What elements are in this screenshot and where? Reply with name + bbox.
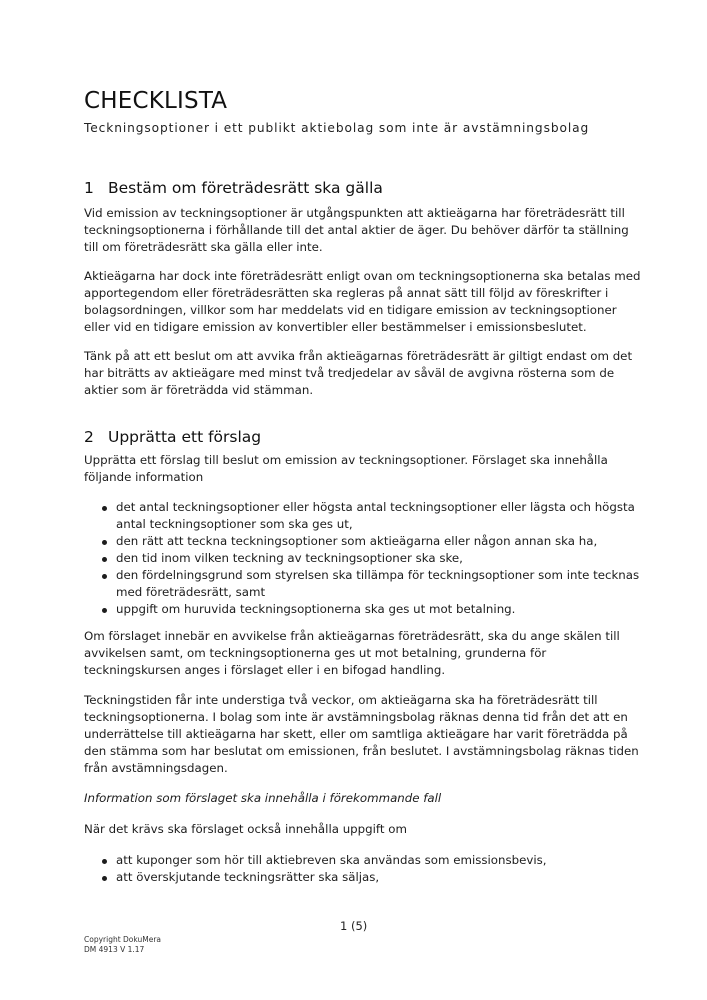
paragraph: Upprätta ett förslag till beslut om emission av teckningsoptioner. Förslaget ska innehålla följande information [84, 453, 608, 484]
document-subtitle: Teckningsoptioner i ett publikt aktiebolag som inte är avstämningsbolag [84, 121, 590, 135]
list-item: uppgift om huruvida teckningsoptionerna ska ges ut mot betalning. [84, 601, 644, 618]
page-number: 1 (5) [340, 919, 368, 933]
section-1-heading [84, 179, 383, 197]
paragraph: Om förslaget innebär en avvikelse från aktieägarnas företrädesrätt, ska du ange skälen till avvikelsen samt, om teckningsoptionerna ges ut mot betalning, grunderna för teckningskursen anges i förslaget eller i en bifogad handling. [84, 629, 620, 677]
section-title: Upprätta ett förslag [108, 428, 262, 446]
list-item: den tid inom vilken teckning av teckningsoptioner ska ske, [84, 550, 644, 567]
copyright-text: Copyright DokuMera [84, 935, 162, 944]
conditional-list [84, 852, 644, 886]
list-item: den fördelningsgrund som styrelsen ska tillämpa för teckningsoptioner som inte tecknas med företrädesrätt, samt [84, 567, 644, 601]
paragraph: Tänk på att ett beslut om att avvika från aktieägarnas företrädesrätt är giltigt endast om det har biträtts av aktieägare med minst två tredjedelar av såväl de avgivna rösterna som de aktier som är företrädda vid stämman. [84, 349, 633, 397]
requirements-list [84, 499, 644, 618]
paragraph: Aktieägarna har dock inte företrädesrätt enligt ovan om teckningsoptionerna ska betalas med apportegendom eller företrädesrätten ska regleras på annat sätt till följd av föreskrifter i bolagsordningen, villkor som har meddelats vid en tidigare emission av teckningsoptioner eller vid en tidigare emission av konvertibler eller bestämmelser i emissionsbeslutet. [84, 269, 641, 334]
section-number: 2 [84, 428, 94, 446]
section-title: Bestäm om företrädesrätt ska gälla [108, 179, 383, 197]
paragraph: Teckningstiden får inte understiga två veckor, om aktieägarna ska ha företrädesrätt till teckningsoptionerna. I bolag som inte är avstämningsbolag räknas denna tid från det att en underrättelse till aktieägarna har skett, eller om samtliga aktieägare har varit företrädda på den stämma som har beslutat om emissionen, från beslutet. I avstämningsbolag räknas tiden från avstämningsdagen. [84, 693, 639, 775]
list-item: det antal teckningsoptioner eller högsta antal teckningsoptioner eller lägsta och högsta antal teckningsoptioner som ska ges ut, [84, 499, 644, 533]
section-number: 1 [84, 179, 94, 197]
paragraph: Vid emission av teckningsoptioner är utgångspunkten att aktieägarna har företrädesrätt till teckningsoptionerna i förhållande till det antal aktier de äger. Du behöver därför ta ställning till om företrädesrätt ska gälla eller inte. [84, 206, 629, 254]
list-item: att kuponger som hör till aktiebreven ska användas som emissionsbevis, [84, 852, 644, 869]
subheading: Information som förslaget ska innehålla i förekommande fall [84, 791, 442, 805]
list-item: den rätt att teckna teckningsoptioner som aktieägarna eller någon annan ska ha, [84, 533, 644, 550]
section-2-heading [84, 428, 261, 446]
document-title: CHECKLISTA [84, 88, 228, 114]
footer [84, 935, 161, 955]
paragraph: När det krävs ska förslaget också innehålla uppgift om [84, 822, 407, 836]
list-item: att överskjutande teckningsrätter ska säljas, [84, 869, 644, 886]
document-id: DM 4913 V 1.17 [84, 945, 145, 954]
